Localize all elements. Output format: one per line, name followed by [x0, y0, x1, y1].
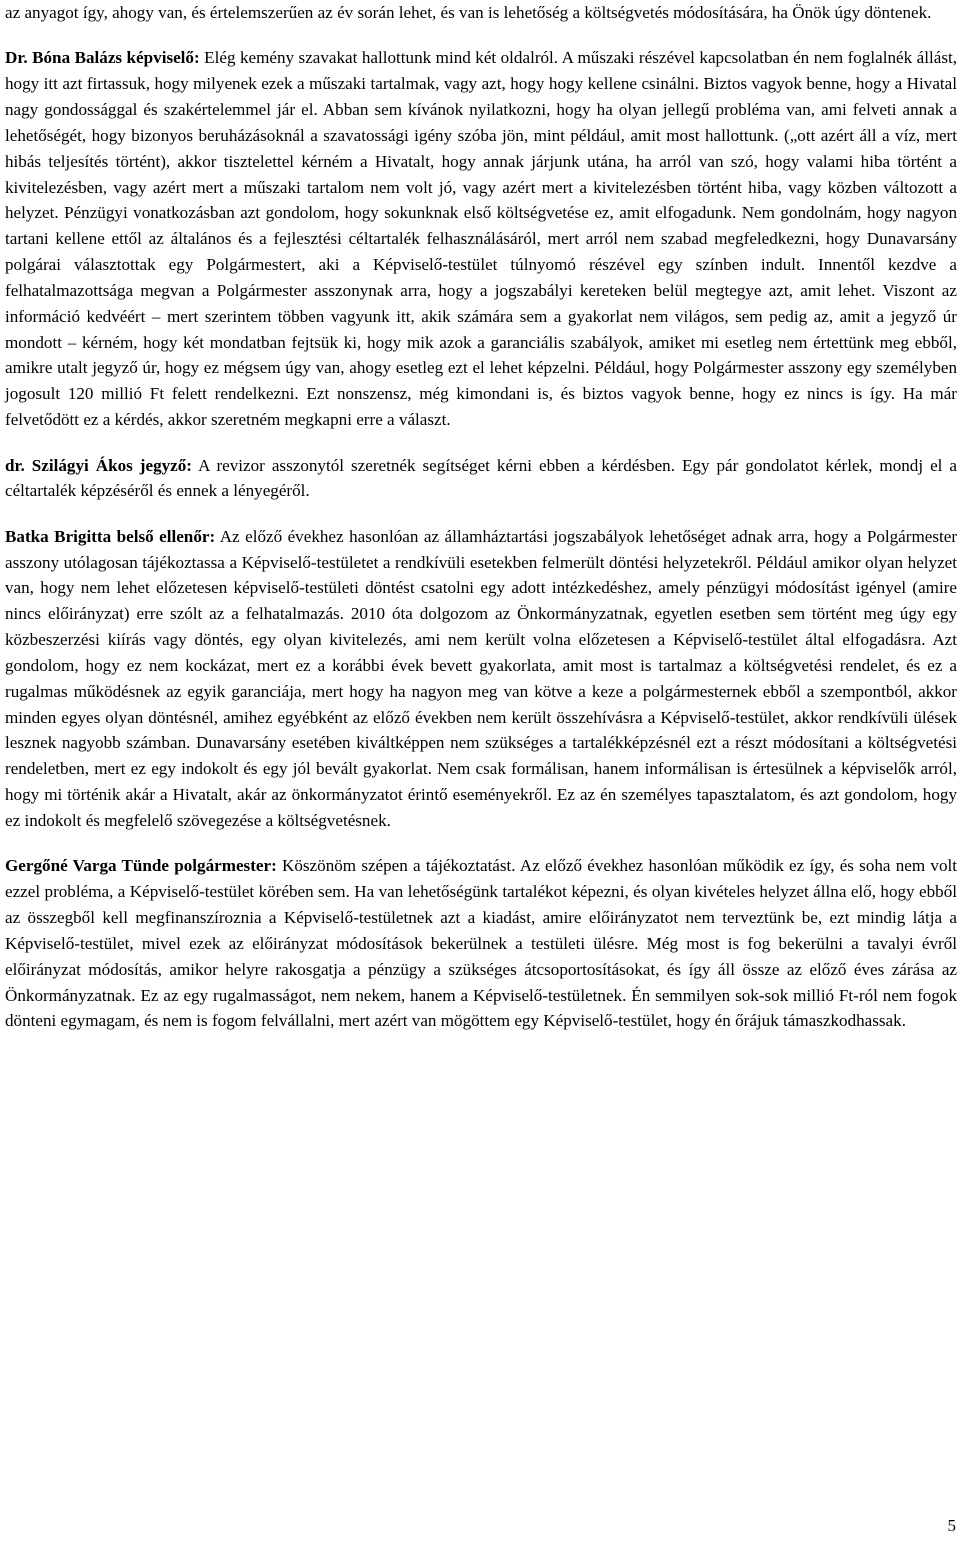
paragraph-text: Köszönöm szépen a tájékoztatást. Az előző évekhez hasonlóan működik ez így, és soha nem volt ezzel probléma, a Képviselő-testület körében sem. Ha van lehetőségünk tartalékot képezni, és olyan kivételes helyzet állna elő, hogy ebből az összegből kell megfinanszíroznia a Képviselő-testületnek azt a kiadást, amire előirányzatot nem terveztünk be, ezt mindig látja a Képviselő-testület, mivel ezek az előirányzat módosítások bekerülnek a testületi ülésre. Még most is fog bekerülni a tavalyi évről előirányzat módosítás, amikor helyre rakosgatja a pénzügy a szükséges átcsoportosításokat, és így áll össze az előző éves zárása az Önkormányzatnak. Ez az egy rugalmasságot, nem nekem, hanem a Képviselő-testületnek. Én semmilyen sok-sok millió Ft-ról nem fogok dönteni egymagam, és nem is fogom felvállalni, mert azért van mögöttem egy Képviselő-testület, hogy én őrájuk támaszkodhassak. [5, 856, 957, 1031]
page-number: 5 [947, 1516, 956, 1535]
speaker-name: Gergőné Varga Tünde polgármester: [5, 856, 277, 876]
speaker-name: dr. Szilágyi Ákos jegyző: [5, 455, 193, 475]
speaker-name: Dr. Bóna Balázs képviselő: [5, 48, 200, 68]
document-page [5, 0, 957, 1034]
paragraph-text: A revizor asszonytól szeretnék segítséget kérni ebben a kérdésben. Egy pár gondolatot kérlek, mondj el a céltartalék képzéséről és ennek a lényegéről. [5, 455, 957, 501]
paragraph-text: Elég kemény szavakat hallottunk mind két oldalról. A műszaki részével kapcsolatban én nem foglalnék állást, hogy itt azt firtassuk, hogy milyenek ezek a műszaki tartalmak, vagy azt, hogy hogy kellene csinálni. Biztos vagyok benne, hogy a Hivatal nagy gondossággal és szakértelemmel jár el. Abban sem kívánok nyilatkozni, hogy ha olyan jellegű probléma van, ami felveti annak a lehetőségét, hogy bizonyos beruházásoknál a szavatossági igény szóba jön, mint például, amit most hallottunk. („ott azért áll a víz, mert hibás teljesítés történt), akkor tisztelettel kérném a Hivatalt, hogy annak járjunk utána, ha arról van szó, hogy valami hiba történt a kivitelezésben, vagy azért mert a műszaki tartalom nem volt jó, vagy azért mert a kivitelezésben történt hiba, vagy közben változott a helyzet. Pénzügyi vonatkozásban azt gondolom, hogy sokunknak első költségvetése ez, amit elfogadunk. Nem gondolnám, hogy nagyon tartani kellene ettől az általános és a fejlesztési céltartalék felhasználásáról, mert arról nem szabad megfeledkezni, hogy Dunavarsány polgárai választottak egy Polgármestert, aki a Képviselő-testület túlnyomó részével egy színben indult. Innentől kezdve a felhatalmazottsága megvan a Polgármester asszonynak arra, hogy a jogszabályi kereteken belül megtegye azt, amit lehet. Viszont az információ kedvéért – mert szerintem többen vagyunk itt, akik számára sem a gyakorlat nem világos, sem pedig az, amit a jegyző úr mondott – kérném, hogy két mondatban fejtsük ki, hogy mik azok a garanciális szabályok, amiket mi esetleg nem értettünk meg ebből, amikre utalt jegyző úr, hogy ez mégsem úgy van, ahogy esetleg ezt el lehet képzelni. Például, hogy Polgármester asszony egy személyben jogosult 120 millió Ft felett rendelkezni. Ezt nonszensz, még kimondani is, és biztos vagyok benne, hogy ez nincs is így. Ha már felvetődött ez a kérdés, akkor szeretném megkapni erre a választ. [5, 48, 957, 430]
paragraph-bona [5, 45, 957, 433]
paragraph-text: Az előző évekhez hasonlóan az államháztartási jogszabályok lehetőséget adnak arra, hogy a Polgármester asszony utólagosan tájékoztassa a Képviselő-testületet a rendkívüli esetekben felmerült döntési helyzetekről. Például amikor olyan helyzet van, hogy nem lehet előzetesen képviselő-testületi döntést csatolni egy adott intézkedéshez, amely pénzügyi módosítást igényel (amire nincs előirányzat) erre szólt az a felhatalmazás. 2010 óta dolgozom az Önkormányzatnak, egyetlen esetben sem történt meg úgy egy közbeszerzési kiírás vagy döntés, egy olyan kivitelezés, ami nem került volna előzetesen a Képviselő-testület által elfogadásra. Azt gondolom, hogy ez nem kockázat, mert ez a korábbi évek bevett gyakorlata, amit most is tartalmaz a költségvetési rendelet, és ez a rugalmas működésnek az egyik garanciája, mert hogy ha nagyon meg van kötve a keze a polgármesternek ebből a szempontból, akkor minden egyes olyan döntésnél, amihez egyébként az előző években nem került összehívásra a Képviselő-testület, akkor rendkívüli ülések lesznek nagyobb számban. Dunavarsány esetében kiváltképpen nem szükséges a tartalékképzésnél ezt a részt módosítani a költségvetési rendeletben, mert ez egy indokolt és egy jól bevált gyakorlat. Nem csak formálisan, hanem informálisan is értesülnek a képviselők arról, hogy mi történik akár a Hivatalt, akár az önkormányzatot érintő eseményekről. Ez az én személyes tapasztalatom, és azt gondolom, hogy ez indokolt és megfelelő szövegezése a költségvetésnek. [5, 526, 958, 830]
speaker-name: Batka Brigitta belső ellenőr: [5, 526, 216, 546]
paragraph-batka [5, 524, 957, 834]
paragraph-szilagyi [5, 453, 957, 505]
paragraph-text: az anyagot így, ahogy van, és értelemszerűen az év során lehet, és van is lehetőség a költségvetés módosítására, ha Önök úgy döntenek. [5, 3, 932, 22]
paragraph-continuation [5, 0, 957, 26]
paragraph-gergone [5, 853, 957, 1034]
